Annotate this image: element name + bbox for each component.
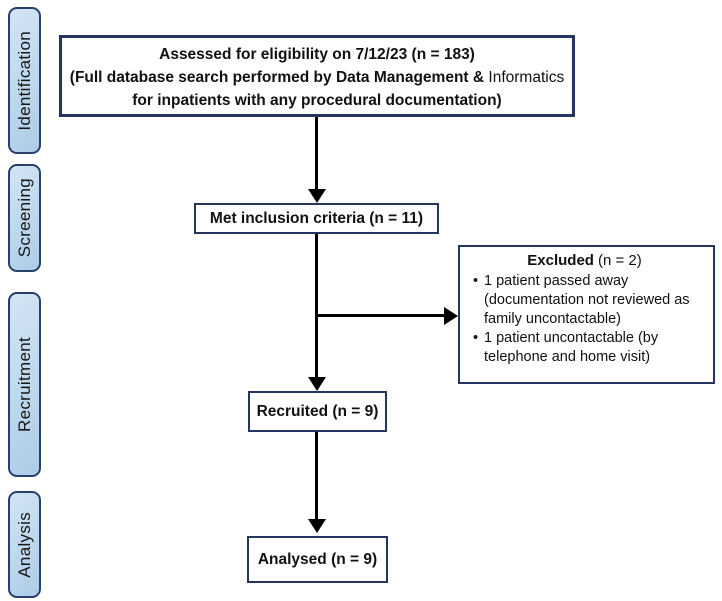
arrowhead-right-icon [444, 307, 458, 325]
eligibility-title: Assessed for eligibility on 7/12/23 (n = 183) [159, 46, 475, 63]
eligibility-subtitle-bold: (Full database search performed by Data Management & [69, 69, 485, 86]
analysed-label: Analysed (n = 9) [257, 550, 378, 568]
arrow-eligibility-to-inclusion-line [315, 117, 318, 190]
excluded-bullet-text: 1 patient passed away (documentation not reviewed as family uncontactable) [484, 273, 690, 327]
eligibility-subtitle-regular: Informatics [488, 69, 565, 86]
stage-analysis-label: Analysis [14, 511, 34, 578]
assessed-for-eligibility-box [59, 35, 575, 117]
arrow-inclusion-to-recruited-line [315, 234, 318, 378]
excluded-bullet-item [460, 329, 709, 367]
recruited-box [248, 391, 387, 432]
arrowhead-down-icon [308, 377, 326, 391]
stage-recruitment [8, 292, 41, 477]
arrowhead-down-icon [308, 519, 326, 533]
excluded-bullet-item [460, 272, 709, 329]
bullet-icon: • [473, 330, 479, 346]
stage-identification-label: Identification [14, 30, 34, 131]
met-inclusion-criteria-box [194, 203, 439, 234]
arrowhead-down-icon [308, 189, 326, 203]
excluded-title-bold: Excluded [527, 252, 594, 269]
eligibility-subtitle-line2: for inpatients with any procedural documentation) [132, 92, 502, 109]
stage-screening [8, 164, 41, 272]
excluded-bullet-text: 1 patient uncontactable (by telephone and home visit) [484, 330, 659, 365]
recruited-label: Recruited (n = 9) [256, 402, 379, 420]
inclusion-label: Met inclusion criteria (n = 11) [209, 209, 424, 227]
stage-screening-label: Screening [14, 178, 34, 258]
excluded-box [458, 245, 715, 384]
analysed-box [247, 536, 388, 583]
excluded-title [460, 251, 709, 270]
stage-identification [8, 7, 41, 154]
arrow-branch-to-excluded-line [317, 314, 444, 317]
stage-analysis [8, 491, 41, 598]
excluded-title-count: (n = 2) [597, 252, 642, 269]
arrow-recruited-to-analysed-line [315, 432, 318, 519]
bullet-icon: • [473, 273, 479, 289]
stage-recruitment-label: Recruitment [14, 337, 34, 432]
eligibility-subtitle-line1 [62, 66, 572, 89]
